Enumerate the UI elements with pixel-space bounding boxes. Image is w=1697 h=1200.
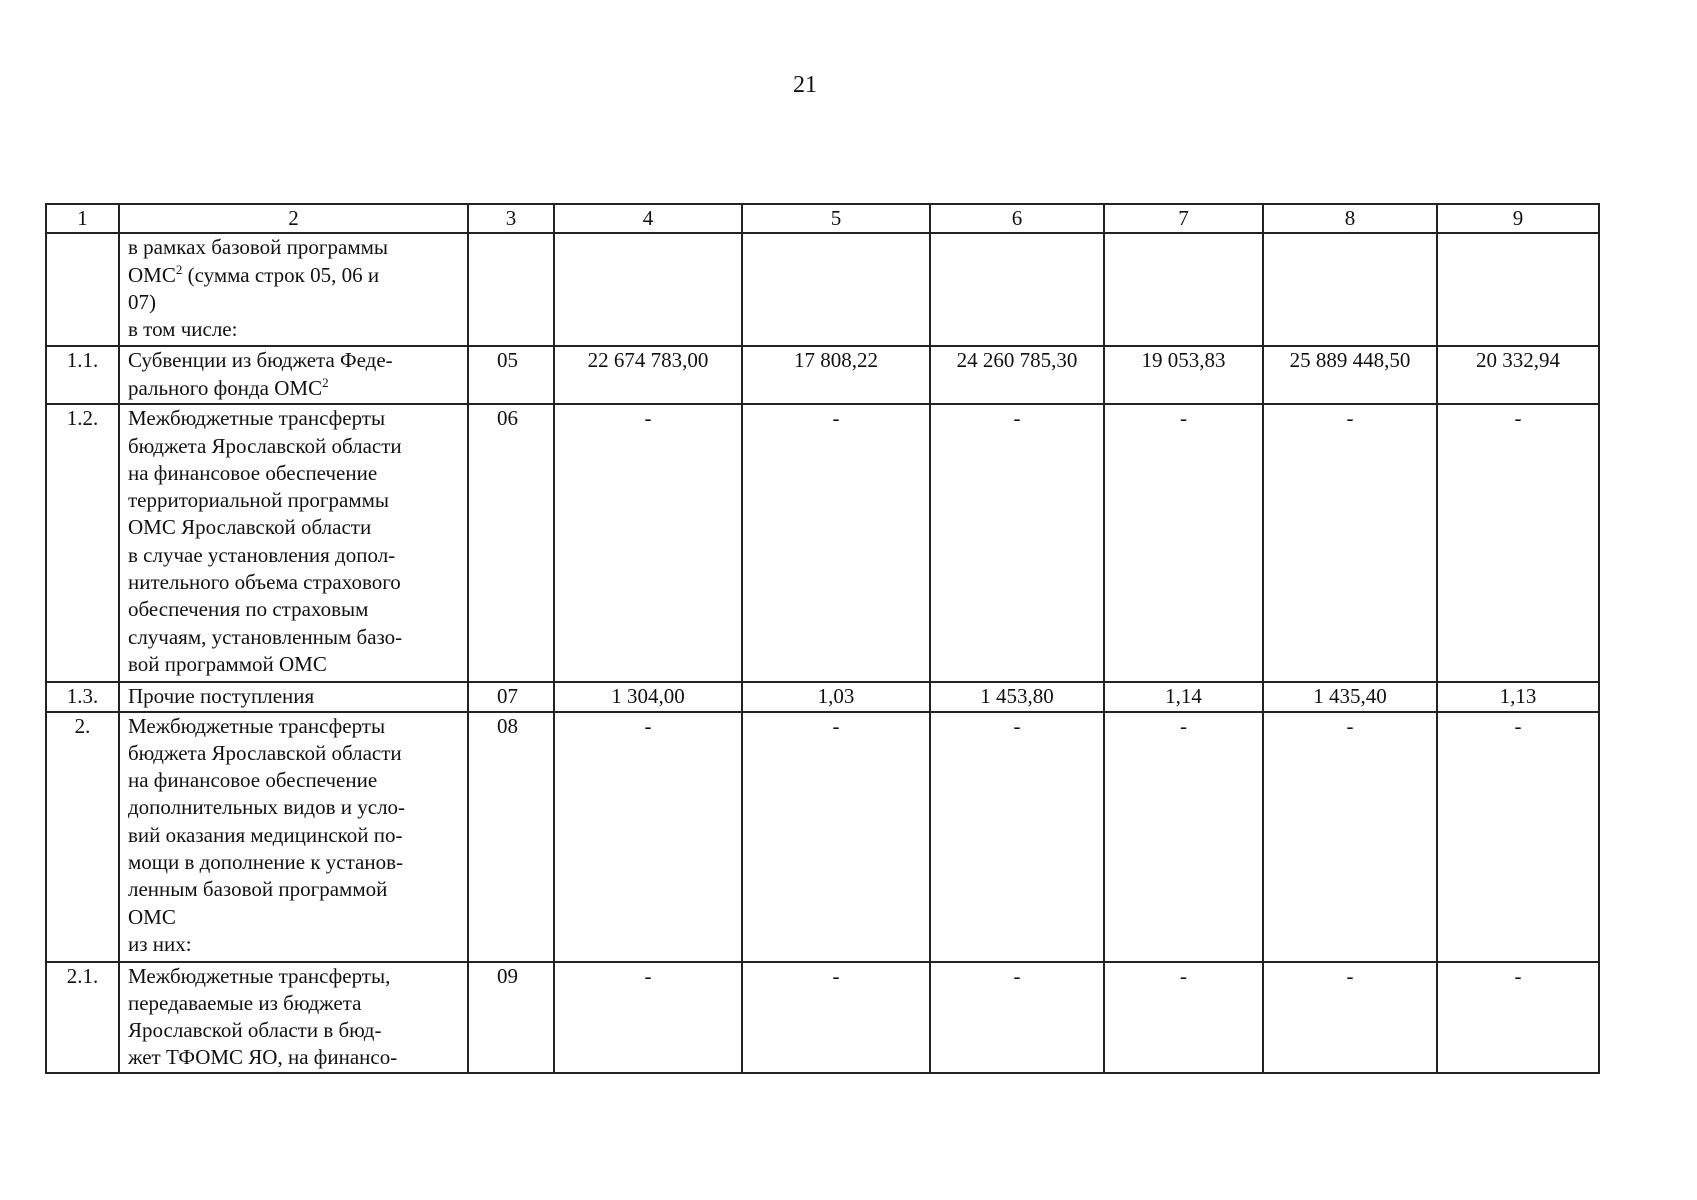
value-cell	[1263, 233, 1437, 346]
column-header: 4	[554, 204, 742, 233]
row-code: 08	[468, 712, 554, 962]
row-number: 2.	[46, 712, 119, 962]
value-cell	[930, 233, 1104, 346]
value-cell: 1 453,80	[930, 682, 1104, 711]
row-name	[119, 404, 468, 682]
value-cell	[1437, 233, 1599, 346]
page-number: 21	[793, 72, 817, 98]
row-number: 1.3.	[46, 682, 119, 711]
row-name-text: Субвенции из бюджета Феде- рального фонда ОМС	[128, 348, 393, 400]
value-cell: 17 808,22	[742, 346, 930, 404]
column-header: 5	[742, 204, 930, 233]
row-name-text: Прочие поступления	[128, 684, 315, 709]
column-header: 8	[1263, 204, 1437, 233]
table-row	[46, 233, 1599, 346]
value-cell: 19 053,83	[1104, 346, 1263, 404]
row-name-text: Межбюджетные трансферты бюджета Ярославской области на финансовое обеспечение территориальной программы ОМС Ярославской области в случае установления допол- нительного объема страхового обеспечения по страховым случаям, установленным базо- вой программой ОМС	[128, 406, 403, 676]
value-cell: -	[554, 404, 742, 682]
table-row	[46, 682, 1599, 711]
row-name-tail: (сумма строк 05, 06 и 07) в том числе:	[128, 262, 380, 342]
row-name	[119, 346, 468, 404]
value-cell: -	[1263, 404, 1437, 682]
value-cell	[742, 233, 930, 346]
row-code: 05	[468, 346, 554, 404]
column-header: 2	[119, 204, 468, 233]
table-row	[46, 404, 1599, 682]
value-cell: -	[930, 712, 1104, 962]
row-code: 07	[468, 682, 554, 711]
value-cell: -	[1104, 404, 1263, 682]
value-cell: -	[554, 712, 742, 962]
row-name-text: Межбюджетные трансферты бюджета Ярославской области на финансовое обеспечение дополнительных видов и усло- вий оказания медицинской по- мощи в дополнение к установ- ленным базовой программой ОМС из них:	[128, 713, 406, 956]
row-name	[119, 682, 468, 711]
value-cell: 24 260 785,30	[930, 346, 1104, 404]
value-cell: 1,13	[1437, 682, 1599, 711]
value-cell: 22 674 783,00	[554, 346, 742, 404]
value-cell: 20 332,94	[1437, 346, 1599, 404]
value-cell: 1,03	[742, 682, 930, 711]
row-code	[468, 233, 554, 346]
value-cell: -	[1437, 404, 1599, 682]
row-code: 06	[468, 404, 554, 682]
row-name	[119, 962, 468, 1073]
row-code: 09	[468, 962, 554, 1073]
value-cell: -	[1437, 712, 1599, 962]
row-number: 1.1.	[46, 346, 119, 404]
value-cell: -	[742, 962, 930, 1073]
column-header: 3	[468, 204, 554, 233]
value-cell: -	[1104, 712, 1263, 962]
footnote-mark: 2	[175, 261, 183, 277]
value-cell: -	[930, 962, 1104, 1073]
value-cell: -	[1437, 962, 1599, 1073]
value-cell: 1 435,40	[1263, 682, 1437, 711]
value-cell: -	[1104, 962, 1263, 1073]
row-name-text: в рамках базовой программы ОМС	[128, 235, 389, 287]
row-name-text: Межбюджетные трансферты, передаваемые из бюджета Ярославской области в бюд- жет ТФОМС ЯО, на финансо-	[128, 963, 398, 1070]
value-cell: -	[1263, 712, 1437, 962]
value-cell	[554, 233, 742, 346]
column-header: 7	[1104, 204, 1263, 233]
budget-table	[45, 203, 1600, 1074]
row-number: 1.2.	[46, 404, 119, 682]
value-cell: -	[742, 404, 930, 682]
table-row	[46, 962, 1599, 1073]
footnote-mark: 2	[322, 374, 329, 390]
value-cell: -	[930, 404, 1104, 682]
table-row	[46, 712, 1599, 962]
column-header: 9	[1437, 204, 1599, 233]
row-number	[46, 233, 119, 346]
table-row	[46, 346, 1599, 404]
value-cell	[1104, 233, 1263, 346]
row-name	[119, 712, 468, 962]
column-header: 1	[46, 204, 119, 233]
value-cell: -	[1263, 962, 1437, 1073]
row-name	[119, 233, 468, 346]
column-header: 6	[930, 204, 1104, 233]
value-cell: 1,14	[1104, 682, 1263, 711]
value-cell: -	[742, 712, 930, 962]
value-cell: 1 304,00	[554, 682, 742, 711]
row-number: 2.1.	[46, 962, 119, 1073]
column-header-row	[46, 204, 1599, 233]
value-cell: -	[554, 962, 742, 1073]
value-cell: 25 889 448,50	[1263, 346, 1437, 404]
